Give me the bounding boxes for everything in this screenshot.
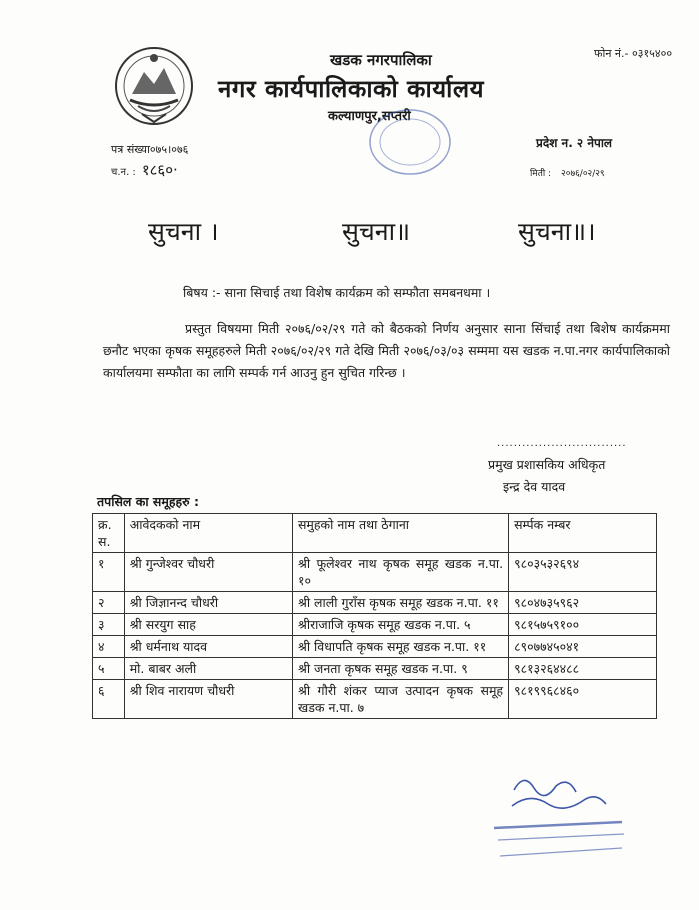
cell-group: श्रीराजाजि कृषक समूह खडक न.पा. ५ [292, 614, 508, 636]
signatory-title: प्रमुख प्रशासकिय अधिकृत [488, 457, 606, 472]
office-title: नगर कार्यपालिकाको कार्यालय [218, 75, 485, 103]
table-row [93, 614, 657, 636]
table-row [93, 636, 657, 658]
letter-date [530, 166, 605, 179]
signatory-name: इन्द्र देव यादव [503, 479, 566, 494]
office-location: कल्याणपुर,सप्तरी [328, 109, 411, 124]
subject-line: बिषय :- साना सिचाई तथा विशेष कार्यक्रम को सम्फौता समबनधमा । [183, 285, 491, 300]
province-label: प्रदेश न. २ नेपाल [536, 136, 613, 150]
notice-heading-2: सुचना॥ [342, 217, 411, 246]
header-serial: क्र. स. [93, 514, 125, 553]
cell-serial: ५ [93, 658, 125, 680]
cell-serial: ४ [93, 636, 125, 658]
dispatch-value: १८६०· [141, 161, 178, 179]
reference-number: पत्र संख्या०७५।०७६ [111, 143, 189, 156]
notice-body-text: प्रस्तुत विषयमा मिती २०७६/०२/२९ गते को बैठकको निर्णय अनुसार साना सिंचाई तथा बिशेष कार्यक्रममा छनौट भएका कृषक समूहहरुले मिती २०७६/०२/२९ गते देखि मिती २०७६/०३/०३ सम्ममा यस खडक न.पा.नगर कार्यपालिकाको कार्यालयमा सम्फौता का लागि सम्पर्क गर्न आउनु हुन सुचित गरिन्छ । [103, 321, 670, 380]
signature-line: ............................... [497, 438, 627, 449]
cell-group: श्री जनता कृषक समूह खडक न.पा. ९ [292, 658, 508, 680]
cell-contact: ८९०७७४५०४१ [509, 636, 657, 658]
cell-applicant: श्री सरयुग साह [124, 614, 292, 636]
cell-contact: ९८१३२६४४८८ [509, 658, 657, 680]
cell-contact: ९८१९९६८४६० [509, 680, 657, 719]
cell-applicant: श्री गुन्जेश्वर चौधरी [124, 553, 292, 592]
cell-group: श्री फूलेश्वर नाथ कृषक समूह खडक न.पा. १० [292, 553, 508, 592]
office-round-stamp-icon [348, 100, 458, 178]
notice-heading-1: सुचना । [148, 217, 219, 246]
cell-contact: ९८०३५३२६९४ [509, 553, 657, 592]
header-applicant: आवेदकको नाम [124, 514, 292, 553]
table-row [93, 553, 657, 592]
cell-serial: ६ [93, 680, 125, 719]
phone-number: फोन नं.- ०३१५४०० [594, 47, 673, 60]
municipality-name: खडक नगरपालिका [330, 51, 432, 69]
cell-contact: ९८०४७३५९६२ [509, 592, 657, 614]
notice-heading-3: सुचना॥। [518, 217, 596, 246]
cell-serial: १ [93, 553, 125, 592]
dispatch-label: च.न. : [111, 167, 136, 178]
cell-applicant: श्री शिव नारायण चौधरी [124, 680, 292, 719]
header-group: समुहको नाम तथा ठेगाना [292, 514, 508, 553]
cell-applicant: मो. बाबर अली [124, 658, 292, 680]
cell-serial: ३ [93, 614, 125, 636]
cell-group: श्री विधापति कृषक समूह खडक न.पा. ११ [292, 636, 508, 658]
table-row [93, 592, 657, 614]
cell-group: श्री लाली गुराँस कृषक समूह खडक न.पा. ११ [292, 592, 508, 614]
dispatch-number [111, 160, 178, 180]
list-title: तपसिल का समूहहरु : [97, 494, 199, 509]
cell-group: श्री गौरी शंकर प्याज उत्पादन कृषक समूह खडक न.पा. ७ [292, 680, 508, 719]
date-label: मिती : [530, 169, 552, 179]
table-row [93, 658, 657, 680]
notice-body [103, 318, 670, 384]
table-row [93, 680, 657, 719]
date-value: २०७६/०२/२९ [561, 169, 605, 179]
government-emblem-icon [112, 44, 196, 128]
cell-applicant: श्री धर्मनाथ यादव [124, 636, 292, 658]
table-header-row [93, 514, 657, 553]
header-contact: सर्म्पक नम्बर [509, 514, 657, 553]
cell-serial: २ [93, 592, 125, 614]
groups-table [92, 513, 657, 719]
cell-contact: ९८१५७५९१०० [509, 614, 657, 636]
handwritten-signature-stamp-icon [484, 770, 634, 870]
cell-applicant: श्री जिज्ञानन्द चौधरी [124, 592, 292, 614]
